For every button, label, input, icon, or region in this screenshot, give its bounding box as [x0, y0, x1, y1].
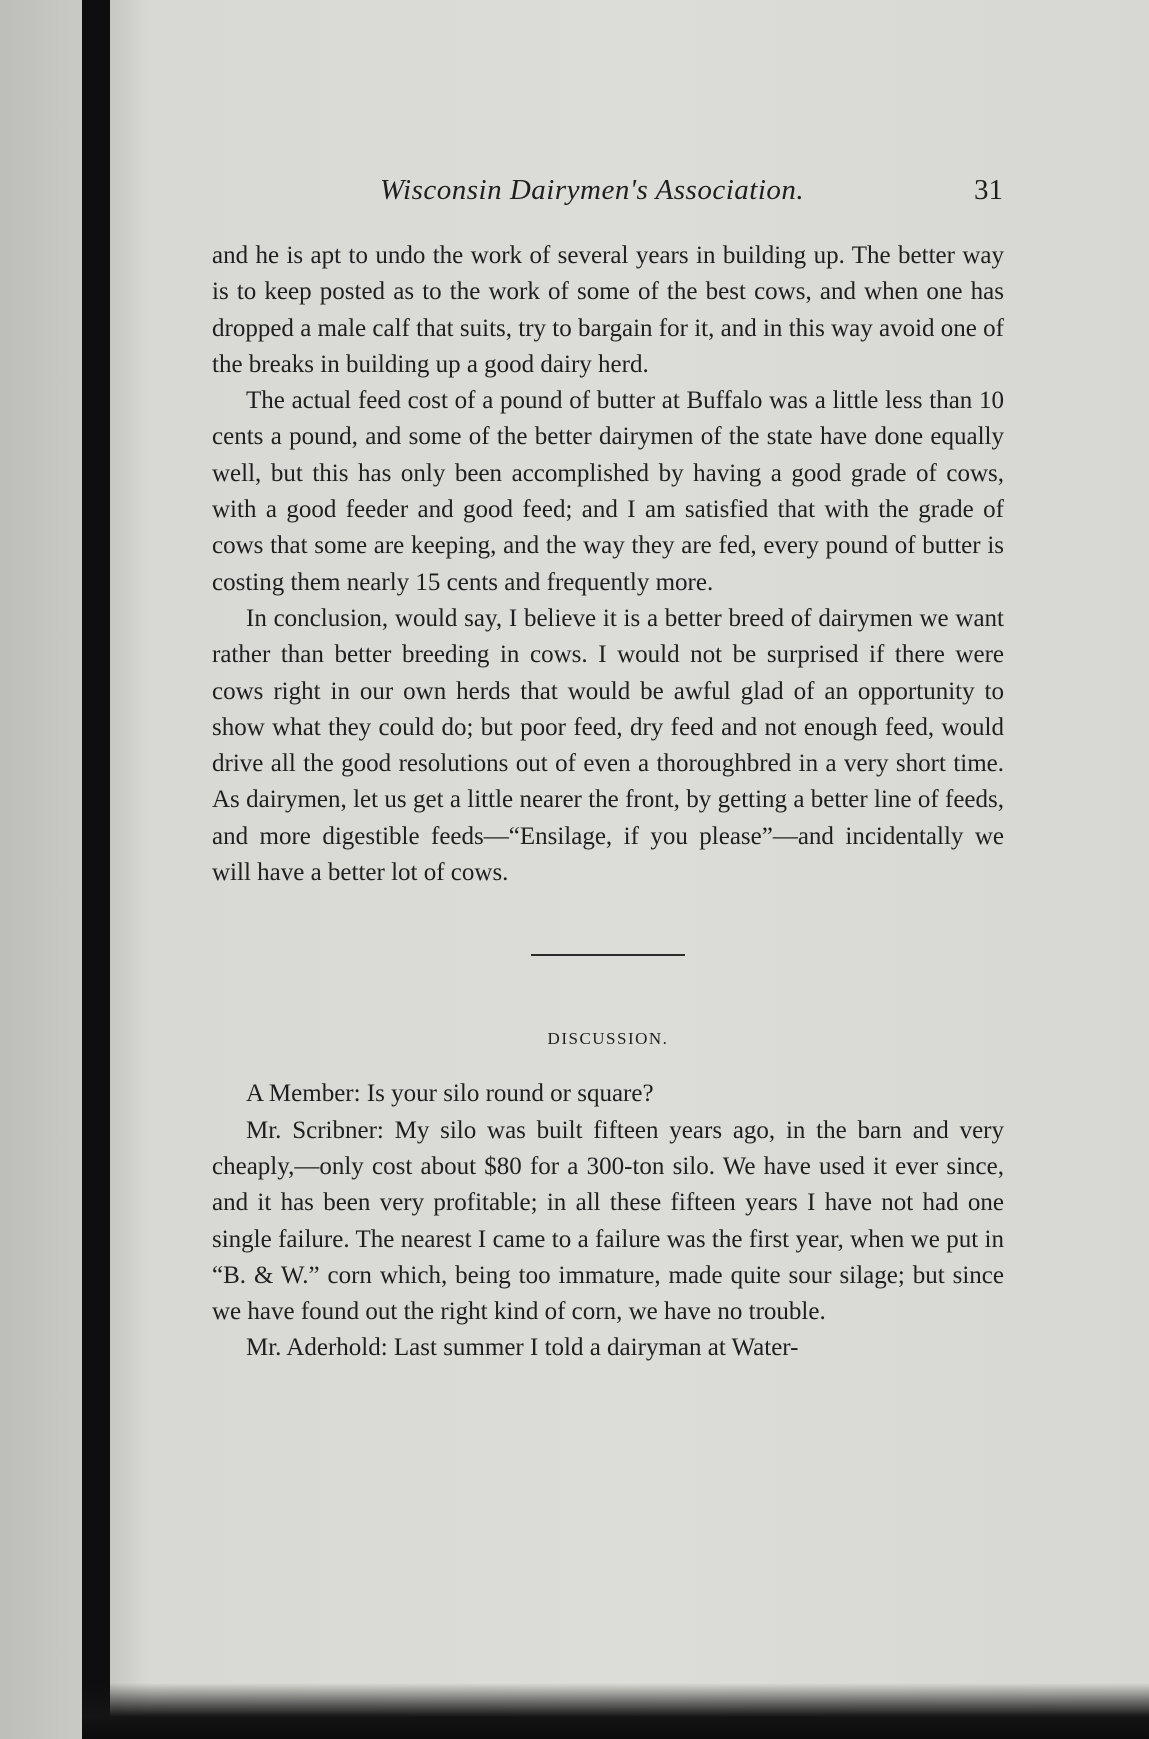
paragraph-conclusion: In conclusion, would say, I believe it is a better breed of dairymen we want rather than better breeding in cows. I would not be surprised if there were cows right in our own herds that would be awful glad of an opportunity to show what they could do; but poor feed, dry feed and not enough feed, would drive all the good resolutions out of even a thoroughbred in a very short time. As dairymen, let us get a little nearer the front, by getting a better line of feeds, and more digestible feeds—“Ensilage, if you please”—and incidentally we will have a better lot of cows.: [212, 604, 1004, 887]
book-spine: [82, 0, 110, 1739]
section-divider: [531, 954, 685, 956]
paragraph-continued: and he is apt to undo the work of several years in building up. The better way is to keep posted as to the work of some of the best cows, and when one has dropped a male calf that suits, try to bargain for it, and in this way avoid one of the breaks in building up a good dairy herd.: [212, 242, 1004, 378]
running-header: [210, 174, 1005, 214]
discussion-scribner-answer: Mr. Scribner: My silo was built fifteen years ago, in the barn and very cheaply,—only cost about $80 for a 300-ton silo. We have used it ever since, and it has been very profitable; in all these fifteen years I have not had one single failure. The nearest I came to a failure was the first year, when we put in “B. & W.” corn which, being too immature, made quite sour silage; but since we have found out the right kind of corn, we have no trouble.: [212, 1116, 1004, 1326]
page-left-margin: [0, 0, 82, 1739]
discussion-member-question: A Member: Is your silo round or square?: [246, 1080, 654, 1108]
page-bottom-shadow: [82, 1683, 1149, 1739]
discussion-aderhold: Mr. Aderhold: Last summer I told a dairyman at Water-: [246, 1334, 799, 1362]
header-title: Wisconsin Dairymen's Association.: [380, 174, 805, 206]
paragraph-feed-cost: The actual feed cost of a pound of butter at Buffalo was a little less than 10 cents a pound, and some of the better dairymen of the state have done equally well, but this has only been accomplished by having a good grade of cows, with a good feeder and good feed; and I am satisfied that with the grade of cows that some are keeping, and the way they are fed, every pound of butter is costing them nearly 15 cents and frequently more.: [212, 387, 1004, 596]
body-text: [212, 238, 1004, 1367]
discussion-heading: DISCUSSION.: [547, 1029, 669, 1049]
page-number: 31: [974, 174, 1003, 206]
